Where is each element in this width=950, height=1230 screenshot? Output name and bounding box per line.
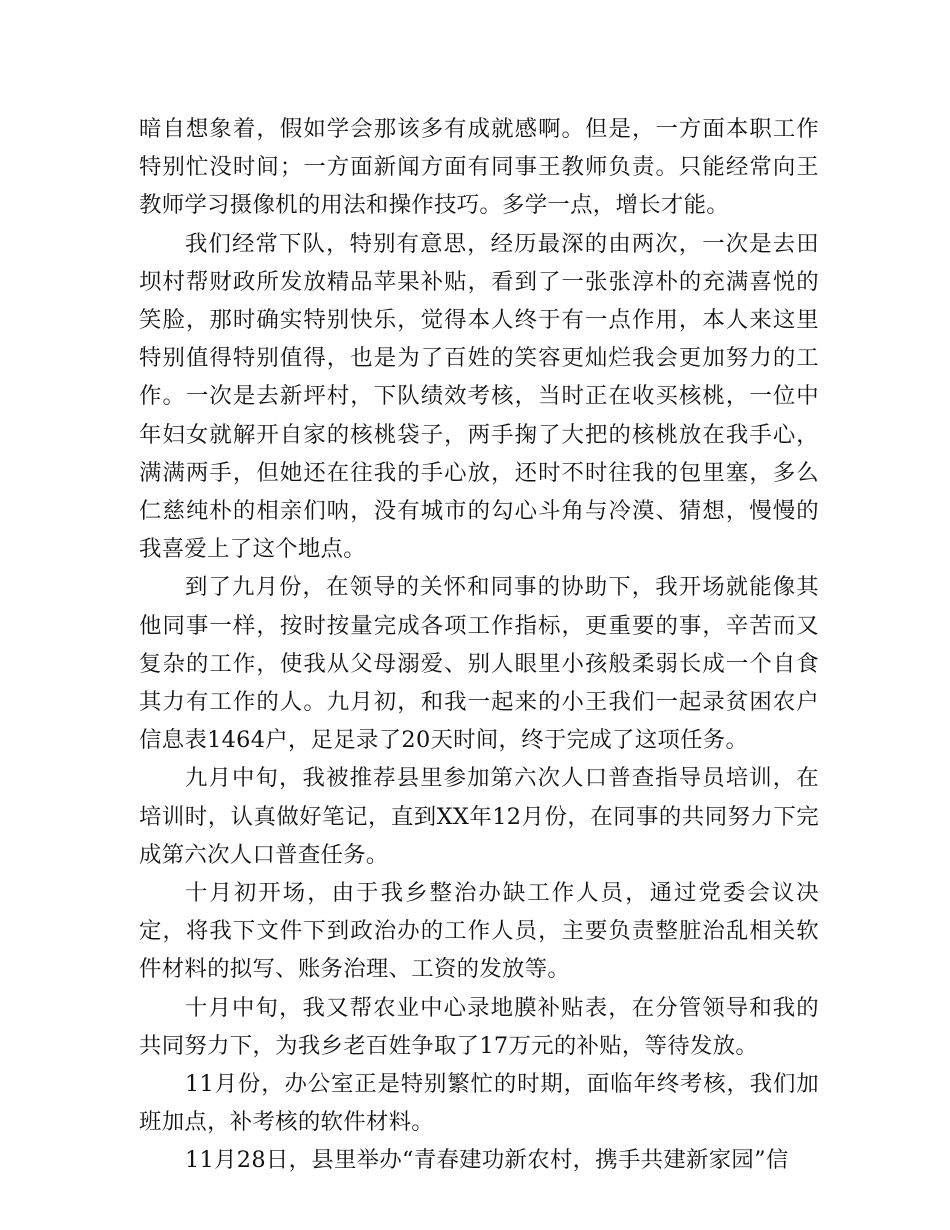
paragraph-2: 我们经常下队，特别有意思，经历最深的由两次，一次是去田坝村帮财政所发放精品苹果补贴，看到了一张张淳朴的充满喜悦的笑脸，那时确实特别快乐，觉得本人终于有一点作用，本人来这里特别值得特别值得，也是为了百姓的笑容更灿烂我会更加努力的工作。一次是去新坪村，下队绩效考核，当时正在收买核桃，一位中年妇女就解开自家的核桃袋子，两手掬了大把的核桃放在我手心，满满两手，但她还在往我的手心放，还时不时往我的包里塞，多么仁慈纯朴的相亲们呐，没有城市的勾心斗角与冷漠、猜想，慢慢的我喜爱上了这个地点。 — [139, 230, 819, 563]
paragraph-5: 十月初开场，由于我乡整治办缺工作人员，通过党委会议决定，将我下文件下到政治办的工作人员，主要负责整脏治乱相关软件材料的拟写、账务治理、工资的发放等。 — [139, 880, 819, 983]
paragraph-4: 九月中旬，我被推荐县里参加第六次人口普查指导员培训，在培训时，认真做好笔记，直到XX年12月份，在同事的共同努力下完成第六次人口普查任务。 — [139, 765, 819, 868]
document-body — [139, 110, 819, 1180]
paragraph-7: 11月份，办公室正是特别繁忙的时期，面临年终考核，我们加班加点，补考核的软件材料。 — [139, 1071, 819, 1136]
paragraph-3: 到了九月份，在领导的关怀和同事的协助下，我开场就能像其他同事一样，按时按量完成各项工作指标，更重要的事，辛苦而又复杂的工作，使我从父母溺爱、别人眼里小孩般柔弱长成一个自食其力有工作的人。九月初，和我一起来的小王我们一起录贫困农户信息表1464户，足足录了20天时间，终于完成了这项任务。 — [139, 574, 819, 754]
paragraph-6: 十月中旬，我又帮农业中心录地膜补贴表，在分管领导和我的共同努力下，为我乡老百姓争取了17万元的补贴，等待发放。 — [139, 994, 819, 1059]
paragraph-8: 11月28日，县里举办“青春建功新农村，携手共建新家园”信 — [185, 1147, 789, 1174]
paragraph-1: 暗自想象着，假如学会那该多有成就感啊。但是，一方面本职工作特别忙没时间；一方面新闻方面有同事王教师负责。只能经常向王教师学习摄像机的用法和操作技巧。多学一点，增长才能。 — [139, 116, 819, 219]
